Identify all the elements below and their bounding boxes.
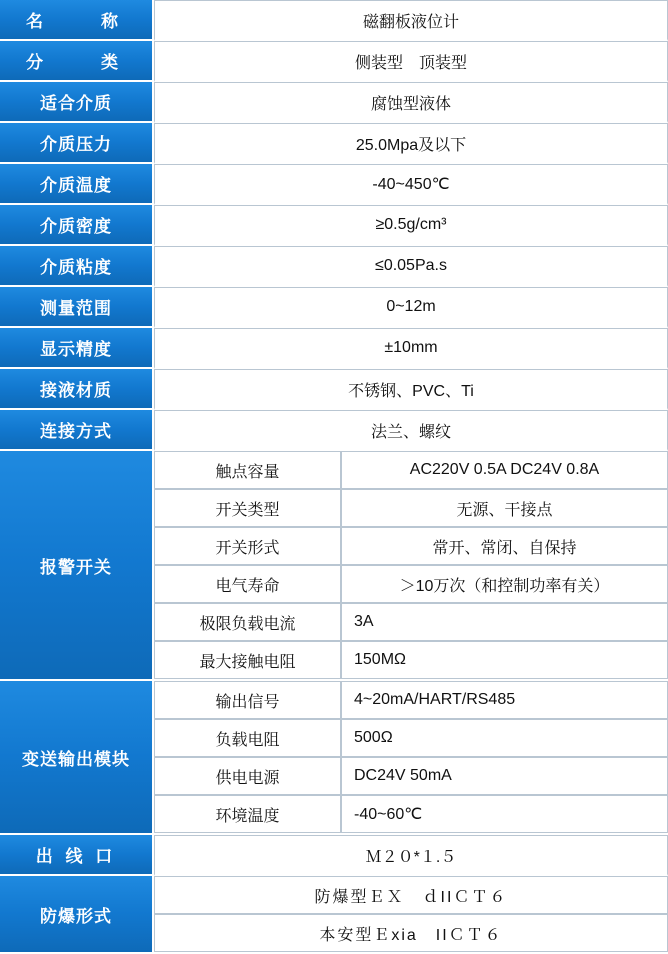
alarm-switch-subtable xyxy=(154,451,668,679)
sub-label-power-supply: 供电电源 xyxy=(154,757,341,795)
row-label-connection: 连接方式 xyxy=(0,410,154,451)
table-row xyxy=(0,0,668,41)
sub-label-contact-capacity: 触点容量 xyxy=(154,451,341,489)
row-value-temperature: -40~450℃ xyxy=(154,164,668,205)
sub-value-limit-load-current: 3A xyxy=(341,603,668,641)
row-value-wetted-material: 不锈钢、PVC、Ti xyxy=(154,369,668,410)
row-value-medium: 腐蚀型液体 xyxy=(154,82,668,123)
row-value-range: 0~12m xyxy=(154,287,668,328)
sub-value-switch-type: 无源、干接点 xyxy=(341,489,668,527)
sub-value-load-resistance: 500Ω xyxy=(341,719,668,757)
row-label-range: 测量范围 xyxy=(0,287,154,328)
sub-row xyxy=(154,489,668,527)
table-row xyxy=(0,164,668,205)
table-row-outlet xyxy=(0,835,668,876)
row-label-pressure: 介质压力 xyxy=(0,123,154,164)
row-value-pressure: 25.0Mpa及以下 xyxy=(154,123,668,164)
sub-row xyxy=(154,757,668,795)
sub-row xyxy=(154,914,668,952)
sub-label-load-resistance: 负载电阻 xyxy=(154,719,341,757)
sub-value-intrinsic-safety-exia: 本安型Ｅxia IIＣＴ６ xyxy=(154,914,668,952)
row-value-viscosity: ≤0.05Pa.s xyxy=(154,246,668,287)
row-label-density: 介质密度 xyxy=(0,205,154,246)
sub-label-ambient-temperature: 环境温度 xyxy=(154,795,341,833)
group-body-explosion-proof xyxy=(154,876,668,954)
group-label-transmitter-module: 变送输出模块 xyxy=(0,681,154,835)
sub-value-electrical-life: ＞10万次（和控制功率有关） xyxy=(341,565,668,603)
sub-label-electrical-life: 电气寿命 xyxy=(154,565,341,603)
row-label-name: 名 称 xyxy=(0,0,154,41)
sub-row xyxy=(154,681,668,719)
row-label-category: 分 类 xyxy=(0,41,154,82)
group-label-alarm-switch: 报警开关 xyxy=(0,451,154,681)
table-row xyxy=(0,410,668,451)
sub-row xyxy=(154,795,668,833)
table-row xyxy=(0,328,668,369)
row-label-viscosity: 介质粘度 xyxy=(0,246,154,287)
sub-value-output-signal: 4~20mA/HART/RS485 xyxy=(341,681,668,719)
sub-value-power-supply: DC24V 50mA xyxy=(341,757,668,795)
sub-row xyxy=(154,641,668,679)
sub-value-ambient-temperature: -40~60℃ xyxy=(341,795,668,833)
group-label-explosion-proof: 防爆形式 xyxy=(0,876,154,954)
sub-label-limit-load-current: 极限负载电流 xyxy=(154,603,341,641)
row-label-temperature: 介质温度 xyxy=(0,164,154,205)
sub-label-output-signal: 输出信号 xyxy=(154,681,341,719)
table-row xyxy=(0,369,668,410)
row-value-category: 侧装型 顶装型 xyxy=(154,41,668,82)
table-row xyxy=(0,41,668,82)
sub-row xyxy=(154,876,668,914)
table-group-row-transmitter xyxy=(0,681,668,835)
sub-row xyxy=(154,451,668,489)
sub-label-switch-type: 开关类型 xyxy=(154,489,341,527)
table-row xyxy=(0,287,668,328)
sub-label-switch-form: 开关形式 xyxy=(154,527,341,565)
sub-row xyxy=(154,527,668,565)
row-value-cable-outlet: Ｍ２０*１.５ xyxy=(154,835,668,876)
row-label-cable-outlet: 出 线 口 xyxy=(0,835,154,876)
row-value-accuracy: ±10mm xyxy=(154,328,668,369)
row-value-name: 磁翻板液位计 xyxy=(154,0,668,41)
sub-row xyxy=(154,565,668,603)
table-row xyxy=(0,82,668,123)
sub-label-max-contact-resistance: 最大接触电阻 xyxy=(154,641,341,679)
row-label-wetted-material: 接液材质 xyxy=(0,369,154,410)
table-row xyxy=(0,123,668,164)
sub-value-contact-capacity: AC220V 0.5A DC24V 0.8A xyxy=(341,451,668,489)
transmitter-subtable xyxy=(154,681,668,833)
row-label-accuracy: 显示精度 xyxy=(0,328,154,369)
row-label-medium: 适合介质 xyxy=(0,82,154,123)
row-value-density: ≥0.5g/cm³ xyxy=(154,205,668,246)
table-group-row-alarm xyxy=(0,451,668,681)
table-row xyxy=(0,205,668,246)
sub-value-switch-form: 常开、常闭、自保持 xyxy=(341,527,668,565)
sub-row xyxy=(154,603,668,641)
row-value-connection: 法兰、螺纹 xyxy=(154,410,668,451)
group-body-alarm-switch xyxy=(154,451,668,681)
sub-value-max-contact-resistance: 150MΩ xyxy=(341,641,668,679)
group-body-transmitter-module xyxy=(154,681,668,835)
table-row xyxy=(0,246,668,287)
table-group-row-explosion xyxy=(0,876,668,954)
sub-value-explosion-proof-ex: 防爆型ＥＸ ｄIIＣＴ６ xyxy=(154,876,668,914)
sub-row xyxy=(154,719,668,757)
explosion-subtable xyxy=(154,876,668,952)
